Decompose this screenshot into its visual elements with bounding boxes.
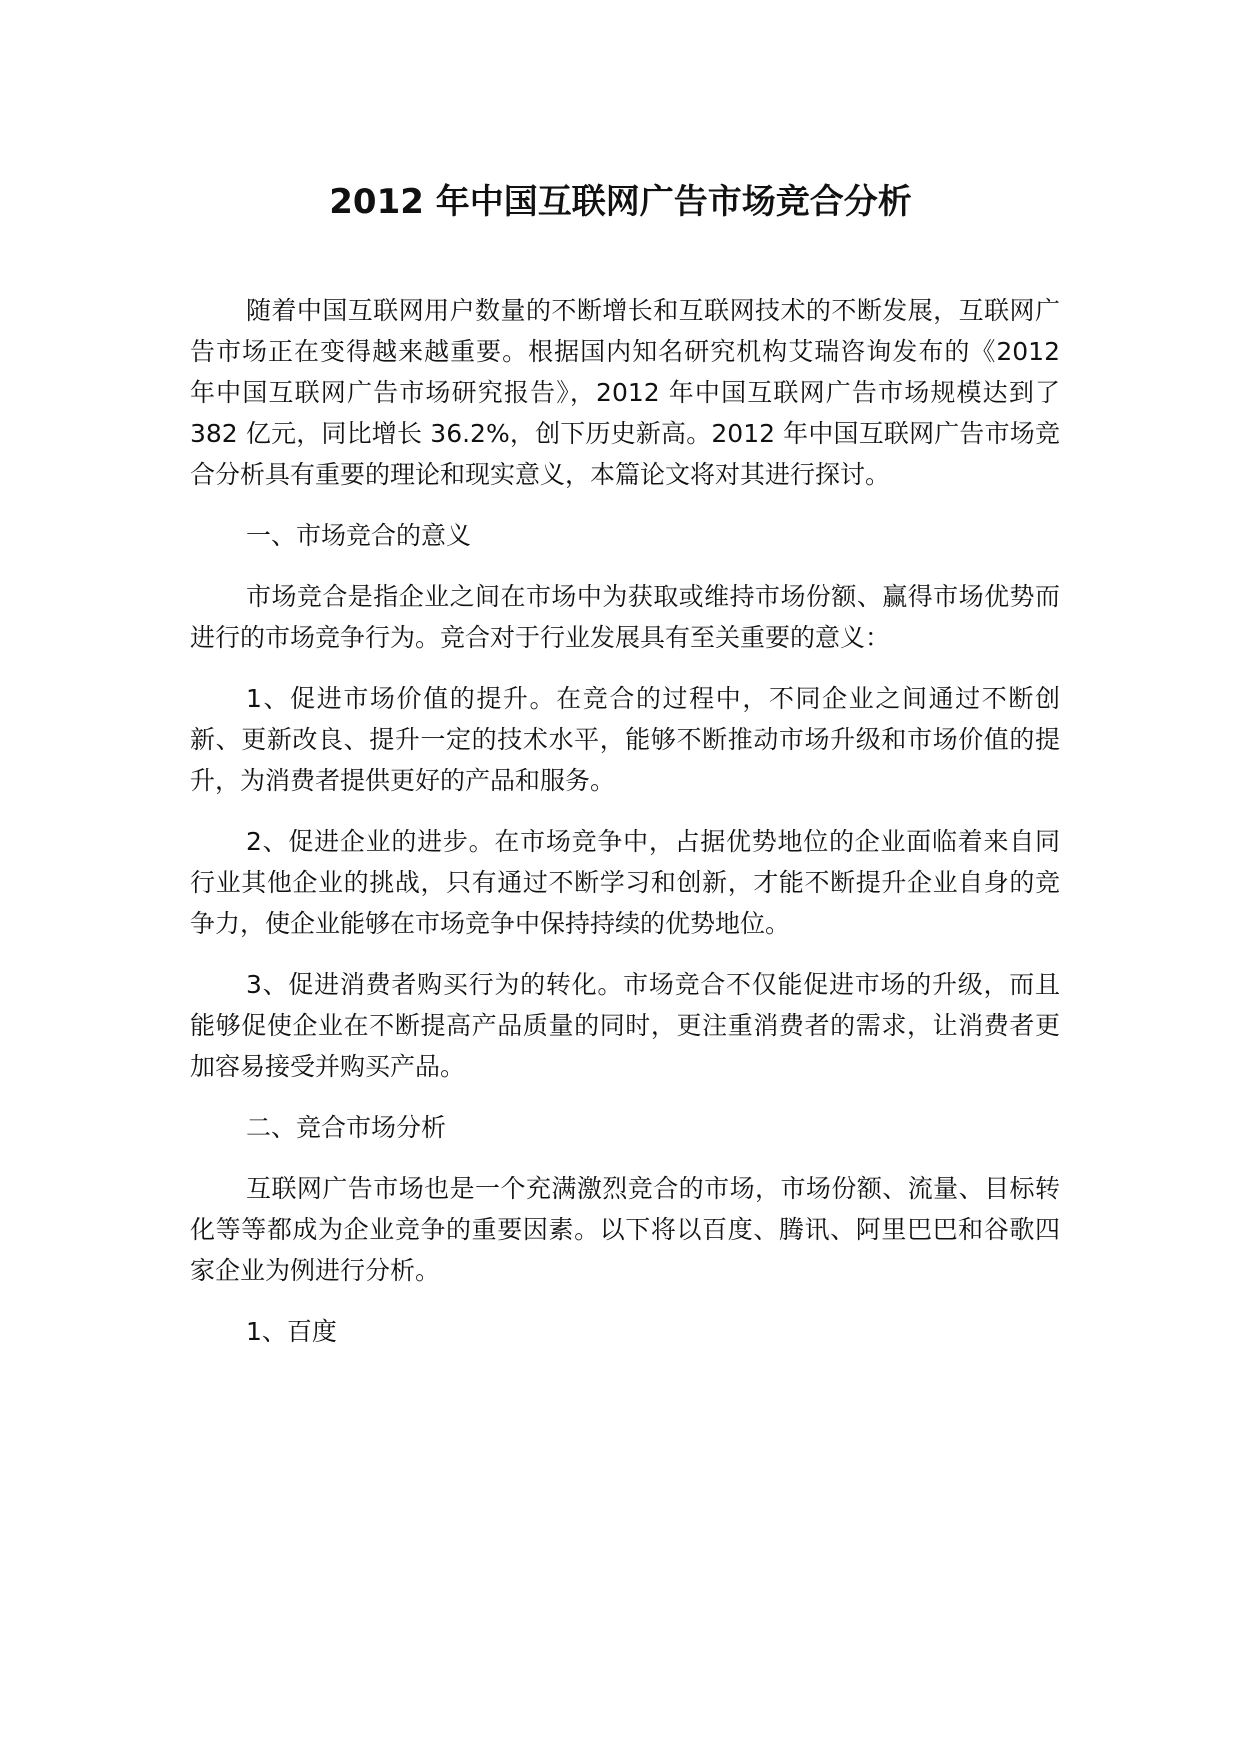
paragraph-point-1: 1、促进市场价值的提升。在竞合的过程中，不同企业之间通过不断创新、更新改良、提升一定的技术水平，能够不断推动市场升级和市场价值的提升，为消费者提供更好的产品和服务。 [190, 684, 1060, 795]
paragraph-definition: 市场竞合是指企业之间在市场中为获取或维持市场份额、赢得市场优势而进行的市场竞争行为。竞合对于行业发展具有至关重要的意义： [190, 582, 1060, 652]
document-body [190, 290, 1060, 1372]
section-heading-2: 二、竞合市场分析 [246, 1113, 447, 1142]
section-heading-1: 一、市场竞合的意义 [246, 521, 472, 550]
paragraph-intro: 随着中国互联网用户数量的不断增长和互联网技术的不断发展，互联网广告市场正在变得越来越重要。根据国内知名研究机构艾瑞咨询发布的《2012 年中国互联网广告市场研究报告》，2012 年中国互联网广告市场规模达到了 382 亿元，同比增长 36.2%，创下历史新高。2012 年中国互联网广告市场竞合分析具有重要的理论和现实意义，本篇论文将对其进行探讨。 [190, 296, 1060, 489]
document-title: 2012 年中国互联网广告市场竞合分析 [329, 182, 912, 222]
paragraph-market-analysis: 互联网广告市场也是一个充满激烈竞合的市场，市场份额、流量、目标转化等等都成为企业竞争的重要因素。以下将以百度、腾讯、阿里巴巴和谷歌四家企业为例进行分析。 [190, 1174, 1060, 1285]
paragraph-point-2: 2、促进企业的进步。在市场竞争中，占据优势地位的企业面临着来自同行业其他企业的挑战，只有通过不断学习和创新，才能不断提升企业自身的竞争力，使企业能够在市场竞争中保持持续的优势地位。 [190, 827, 1060, 938]
subheading-baidu: 1、百度 [246, 1317, 337, 1346]
paragraph-point-3: 3、促进消费者购买行为的转化。市场竞合不仅能促进市场的升级，而且能够促使企业在不断提高产品质量的同时，更注重消费者的需求，让消费者更加容易接受并购买产品。 [190, 970, 1060, 1081]
